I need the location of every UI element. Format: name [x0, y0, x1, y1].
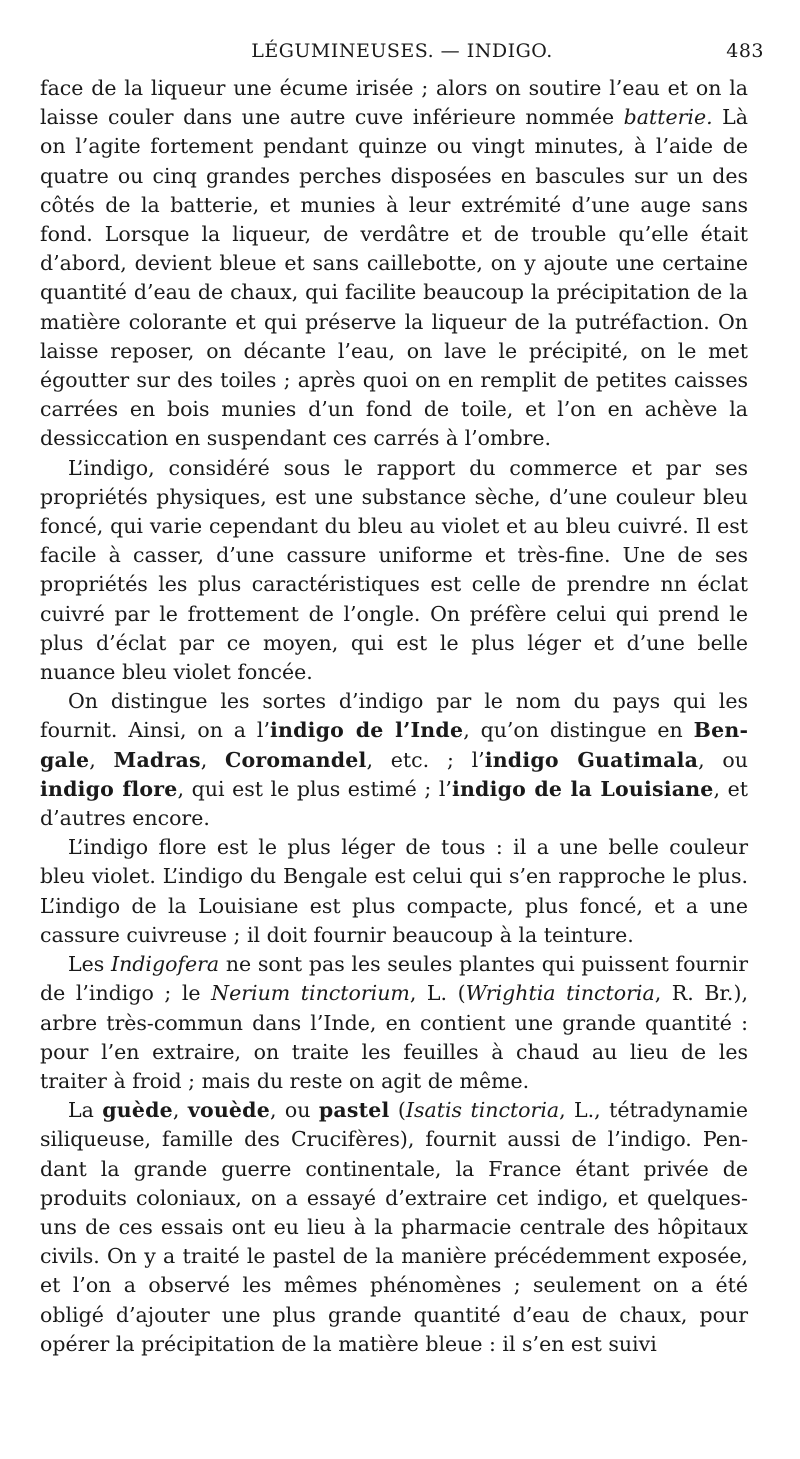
paragraph-3 [40, 687, 748, 833]
paragraph-6 [40, 1096, 748, 1359]
text-run: L’indigo, considéré sous le rapport du commerce et par ses propriétés physiques, est une substance sèche, d’une couleur bleu foncé, qui varie cependant du bleu au violet et au bleu cuivré. Il est facile à casser, d’une cassure uniforme et très-fine. Une de ses propriétés les plus caractéristiques est celle de prendre nn éclat cuivré par le frottement de l’ongle. On préfère celui qui prend le plus d’éclat par ce moyen, qui est le plus léger et d’une belle nuance bleu violet foncée. [40, 455, 748, 685]
paragraph-1 [40, 74, 748, 454]
text-run: , [172, 1098, 188, 1123]
text-run: Là on l’agite fortement pendant quinze ou vingt minutes, à l’aide de quatre ou cinq grandes perches disposées en bascules sur un des côtés de la batterie, et munies à leur extrémité d’une auge sans fond. Lorsque la liqueur, de verdâtre et de trouble qu’elle était d’abord, devient bleue et sans caillebotte, on y ajoute une certaine quantité d’eau de chaux, qui facilite beaucoup la précipitation de la matière colorante et qui préserve la liqueur de la putréfaction. On laisse reposer, on décante l’eau, on lave le précipité, on le met égoutter sur des toiles ; après quoi on en remplit de petites caisses carrées en bois munies d’un fond de toile, et l’on en achève la dessiccation en suspendant ces carrés à l’ombre. [40, 105, 748, 451]
bold-term: vouède [187, 1098, 270, 1123]
text-run: , qu’on distingue en [463, 718, 694, 743]
bold-term: Bengale [40, 718, 748, 772]
text-run: , R. Br.), arbre très-commun dans l’Inde, en contient une grande quantité : pour l’en extraire, on traite les feuilles à chaud au lieu de les traiter à froid ; mais du reste on agit de même. [40, 981, 748, 1093]
paragraph-4 [40, 833, 748, 950]
text-run: Les [68, 952, 111, 977]
text-run: ( [389, 1098, 406, 1123]
text-run: , etc. ; l’ [366, 747, 485, 772]
text-run: face de la liqueur une écume irisée ; alors on soutire l’eau et on la laisse couler dans une autre cuve inférieure nommée [40, 76, 748, 130]
italic-term: batterie. [623, 105, 713, 130]
bold-term: indigo flore [40, 776, 178, 801]
bold-term: Coromandel [224, 747, 367, 772]
text-run: , et d’autres encore. [40, 776, 749, 831]
text-run: L’indigo flore est le plus léger de tous : il a une belle couleur bleu violet. L’indigo du Bengale est celui qui s’en rapproche le plus. L’indigo de la Louisiane est plus compacte, plus foncé, et a une cassure cuivreuse ; il doit fournir beaucoup à la teinture. [40, 835, 748, 947]
text-run: , ou [269, 1098, 319, 1123]
italic-term: Indigofera [110, 952, 220, 977]
italic-term: Nerium tinctorium [211, 981, 410, 1006]
text-run: On distingue les sortes d’indigo par le nom du pays qui les fournit. Ainsi, on a l’ [40, 689, 748, 743]
text-run: La [68, 1098, 103, 1123]
paragraph-5 [40, 950, 748, 1096]
text-run: , qui est le plus estimé ; l’ [177, 776, 452, 801]
text-run: , ou [698, 747, 748, 772]
paragraph-2 [40, 454, 748, 688]
running-title: LÉGUMINEUSES. — INDIGO. [251, 40, 553, 62]
text-run: , [200, 747, 225, 772]
italic-term: Isatis tinctoria [405, 1098, 560, 1123]
page-body [40, 74, 748, 1359]
bold-term: indigo de la Louisiane [451, 776, 714, 801]
page-header [40, 40, 764, 68]
text-run: , L., tétradynamie siliqueuse, famille des Crucifères), fournit aussi de l’indigo. Pendant la grande guerre continentale, la France étant privée de produits coloniaux, on a essayé d’extraire cet indigo, et quelques-uns de ces essais ont eu lieu à la pharmacie centrale des hôpitaux civils. On y a traité le pastel de la manière précédemment exposée, et l’on a observé les mêmes phénomènes ; seulement on a été obligé d’ajouter une plus grande quantité d’eau de chaux, pour opérer la précipitation de la matière bleue : il s’en est suivi [40, 1098, 748, 1356]
bold-term: pastel [318, 1098, 390, 1123]
page-number: 483 [726, 40, 764, 62]
italic-term: Wrightia tinctoria [465, 981, 655, 1006]
bold-term: indigo de l’Inde [269, 718, 464, 743]
bold-term: guède [102, 1098, 173, 1123]
bold-term: Madras [113, 747, 201, 772]
text-run: , [89, 747, 114, 772]
text-run: , L. ( [409, 981, 466, 1006]
text-run: ne sont pas les seules plantes qui puissent fournir de l’indigo ; le [40, 952, 748, 1006]
bold-term: indigo Guatimala [484, 747, 699, 772]
